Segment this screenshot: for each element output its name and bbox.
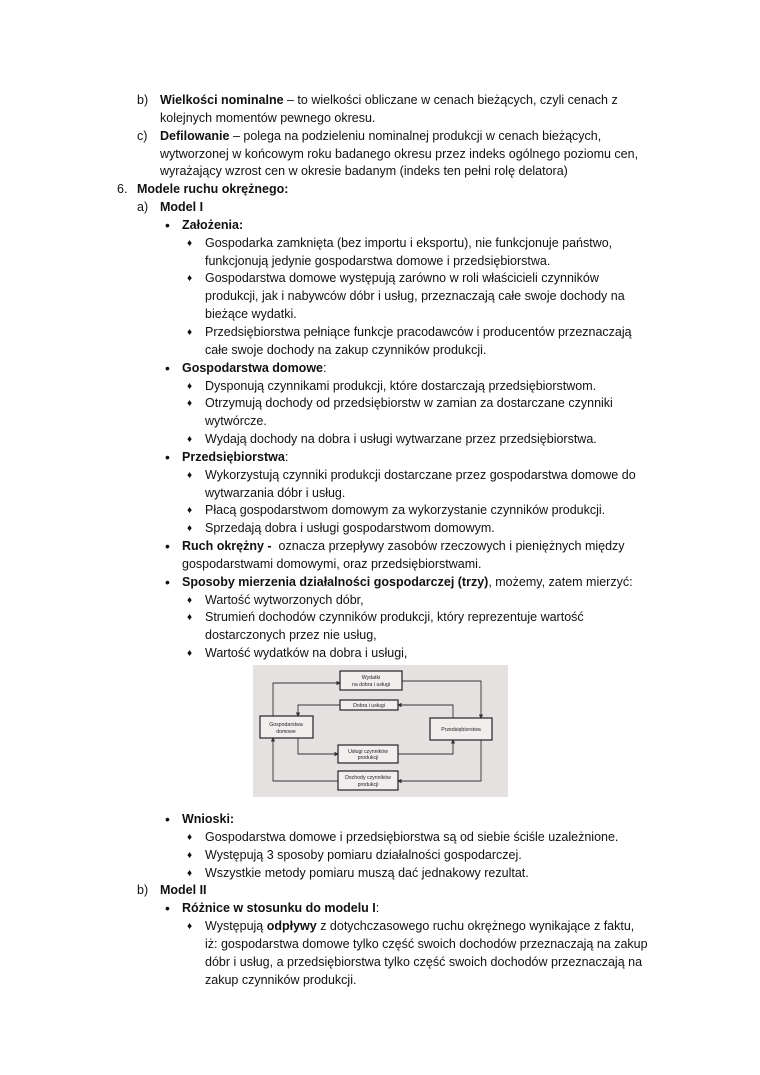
text: wyrażający wzrost cen w okresie badanym (indeks ten pełni rolę delatora) [160, 164, 568, 179]
bullet-icon: • [165, 538, 170, 555]
text: kolejnych momentów pewnego okresu. [160, 110, 376, 125]
text: Płacą gospodarstwom domowym za wykorzystanie czynników produkcji. [205, 503, 606, 518]
bullet-icon: • [165, 900, 170, 917]
list-item [0, 467, 760, 485]
text-line [0, 110, 760, 128]
list-item [0, 431, 760, 449]
label-uslugi: produkcji [357, 755, 379, 761]
list-item [0, 502, 760, 520]
text-line [0, 485, 760, 503]
list-marker: 6. [117, 182, 128, 197]
text: produkcji, jak i nabywców dóbr i usług, przeznaczają całe swoje dochody na [205, 289, 625, 304]
heading-text: Ruch okrężny - [182, 539, 272, 554]
text-line [0, 288, 760, 306]
text-line [0, 163, 760, 181]
diamond-bullet-icon: ♦ [187, 867, 193, 879]
text: Otrzymują dochody od przedsiębiorstw w zamian za dostarczane czynniki [205, 396, 613, 411]
heading-text: Założenia: [182, 217, 244, 232]
text: Wszystkie metody pomiaru muszą dać jednakowy rezultat. [205, 865, 529, 880]
text-line [0, 146, 760, 164]
list-item-wielkosci-nominalne [0, 92, 760, 110]
label-dobra: Dobra i usługi [353, 703, 385, 709]
list-item [0, 847, 760, 865]
diamond-bullet-icon: ♦ [187, 505, 193, 517]
label-wydatki: na dobra i usługi [351, 682, 391, 688]
text: zakup czynników produkcji. [205, 972, 357, 987]
list-marker: b) [137, 93, 149, 107]
text: : [284, 449, 289, 464]
heading-text: Sposoby mierzenia działalności gospodarczej (trzy) [182, 574, 489, 589]
list-item [0, 865, 760, 883]
text: bieżące wydatki. [205, 307, 297, 322]
label-gospodarstwa: domowe [276, 729, 296, 735]
text: Gospodarstwa domowe występują zarówno w roli właścicieli czynników [205, 271, 599, 286]
text: Występują [205, 919, 267, 934]
text: Występują 3 sposoby pomiaru działalności gospodarczej. [205, 847, 522, 862]
text-line [0, 556, 760, 574]
text: wytwórcze. [205, 414, 267, 429]
text: Gospodarka zamknięta (bez importu i eksportu), nie funkcjonuje państwo, [205, 235, 613, 250]
text: Wykorzystują czynniki produkcji dostarczane przez gospodarstwa domowe do [205, 467, 636, 482]
label-wydatki: Wydatki [361, 675, 381, 681]
diamond-bullet-icon: ♦ [187, 273, 193, 285]
list-item [0, 324, 760, 342]
diamond-bullet-icon: ♦ [187, 921, 193, 933]
list-item [0, 378, 760, 396]
text: , możemy, zatem mierzyć: [488, 574, 633, 589]
text: – to wielkości obliczane w cenach bieżących, czyli cenach z [283, 93, 618, 107]
list-marker: b) [137, 883, 149, 898]
text: Strumień dochodów czynników produkcji, który reprezentuje wartość [205, 610, 584, 625]
list-item [0, 395, 760, 413]
text: Wartość wytworzonych dóbr, [205, 592, 364, 607]
heading-text: Model II [160, 883, 207, 898]
bullet-item-ruch-okrezny [0, 538, 760, 556]
diamond-bullet-icon: ♦ [187, 434, 193, 446]
text: wytwarzania dóbr i usług. [205, 485, 346, 500]
subsection-heading [0, 882, 760, 900]
diamond-bullet-icon: ♦ [187, 469, 193, 481]
list-item [0, 520, 760, 538]
text-line [0, 972, 760, 990]
bullet-heading [0, 574, 760, 592]
text: Przedsiębiorstwa pełniące funkcje pracodawców i producentów przeznaczają [205, 324, 632, 339]
text: funkcjonują jedynie gospodarstwa domowe i przedsiębiorstwa. [205, 253, 551, 268]
bullet-icon: • [165, 359, 170, 376]
bullet-icon: • [165, 573, 170, 590]
bullet-heading [0, 449, 760, 467]
text: – polega na podzieleniu nominalnej produkcji w cenach bieżących, [229, 128, 602, 143]
text: : [323, 360, 327, 375]
label-dochody: Dochody czynników [345, 775, 391, 781]
bullet-icon: • [165, 811, 170, 827]
list-item [0, 645, 760, 663]
section-heading [0, 181, 760, 199]
heading-text: Model I [160, 200, 204, 215]
text-line [0, 627, 760, 645]
diagram-figure [253, 665, 508, 797]
text: Wydają dochody na dobra i usługi wytwarzane przez przedsiębiorstwa. [205, 432, 597, 447]
subsection-heading [0, 199, 760, 217]
heading-text: Wnioski: [182, 812, 235, 826]
text: Gospodarstwa domowe i przedsiębiorstwa są od siebie ściśle uzależnione. [205, 829, 619, 844]
diamond-bullet-icon: ♦ [187, 326, 193, 338]
list-item [0, 829, 760, 847]
text: Dysponują czynnikami produkcji, które dostarczają przedsiębiorstwom. [205, 378, 597, 393]
text-line [0, 342, 760, 360]
text: oznacza przepływy zasobów rzeczowych i pieniężnych między [271, 539, 625, 554]
text: całe swoje dochody na zakup czynników produkcji. [205, 342, 487, 357]
diamond-bullet-icon: ♦ [187, 831, 193, 843]
text: : [375, 901, 380, 916]
list-item [0, 609, 760, 627]
bullet-icon: • [165, 448, 170, 465]
bullet-icon: • [165, 216, 170, 233]
text: iż: gospodarstwa domowe tylko część swoich dochodów przeznaczają na zakup [205, 936, 648, 951]
list-item-defilowanie [0, 128, 760, 146]
bullet-heading [0, 360, 760, 378]
text: dostarczonych przez nie usług, [205, 628, 377, 643]
text: wytworzonej w końcowym roku badanego okresu przez indeks ogólnego poziomu cen, [160, 146, 639, 161]
label-gospodarstwa: Gospodarstwa [269, 722, 303, 728]
text: Sprzedają dobra i usługi gospodarstwom domowym. [205, 521, 495, 536]
diamond-bullet-icon: ♦ [187, 849, 193, 861]
diamond-bullet-icon: ♦ [187, 594, 193, 606]
term: Wielkości nominalne [160, 93, 284, 107]
diamond-bullet-icon: ♦ [187, 523, 193, 535]
heading-text: Gospodarstwa domowe [182, 360, 323, 375]
circular-flow-diagram [0, 663, 760, 811]
text-line [0, 253, 760, 271]
diamond-bullet-icon: ♦ [187, 237, 193, 249]
term: odpływy [266, 919, 317, 934]
list-item [0, 270, 760, 288]
label-uslugi: Usługi czynników [348, 749, 388, 755]
label-dochody: produkcji [357, 782, 379, 788]
diamond-bullet-icon: ♦ [187, 612, 193, 624]
bullet-heading [0, 217, 760, 235]
heading-text: Przedsiębiorstwa [182, 449, 285, 464]
diamond-bullet-icon: ♦ [187, 398, 193, 410]
heading-text: Modele ruchu okrężnego: [137, 182, 289, 197]
text: z dotychczasowego ruchu okrężnego wynikające z faktu, [316, 919, 635, 934]
list-item [0, 235, 760, 253]
text-line [0, 413, 760, 431]
list-item [0, 592, 760, 610]
text-line [0, 936, 760, 954]
text: gospodarstwami domowymi, oraz przedsiębiorstwami. [182, 556, 482, 571]
list-marker: a) [137, 200, 149, 215]
bullet-heading [0, 811, 760, 829]
text-line [0, 306, 760, 324]
document-page [0, 92, 760, 989]
bullet-heading [0, 900, 760, 918]
heading-text: Różnice w stosunku do modelu I [182, 901, 376, 916]
diamond-bullet-icon: ♦ [187, 380, 193, 392]
text: dóbr i usług, a przedsiębiorstwa tylko część swoich dochodów przeznaczają na [205, 954, 643, 969]
label-przedsiebiorstwa: Przedsiębiorstwa [441, 727, 481, 733]
list-item [0, 918, 760, 936]
list-marker: c) [137, 128, 148, 143]
text: Wartość wydatków na dobra i usługi, [205, 646, 408, 661]
diamond-bullet-icon: ♦ [187, 648, 193, 660]
term: Defilowanie [160, 128, 230, 143]
text-line [0, 954, 760, 972]
